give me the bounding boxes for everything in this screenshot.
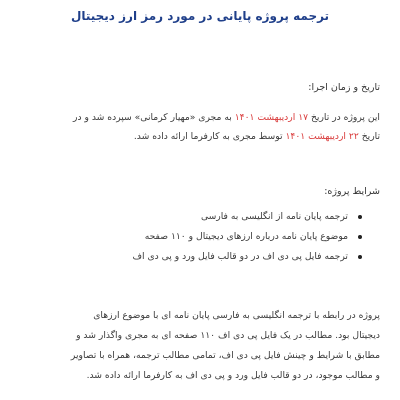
summary-line: مطابق با شرایط و چینش فایل پی دی اف، تمامی مطالب ترجمه، همراه با تصاویر — [70, 350, 380, 361]
condition-text: ترجمه فایل پی دی اف در دو قالب فایل ورد و پی دی اف — [132, 251, 348, 262]
end-date: ۲۲ اردیبهشت ۱۴۰۱ — [285, 131, 359, 142]
page-title: ترجمه پروژه پایانی در مورد رمز ارز دیجیتال — [70, 9, 330, 23]
summary-line: پروژه در رابطه با ترجمه انگلیسی به فارسی پایان نامه ای با موضوع ارزهای — [93, 310, 380, 321]
end-suffix: توسط مجری به کارفرما ارائه داده شد. — [133, 131, 286, 142]
start-prefix: این پروژه در تاریخ — [308, 112, 380, 123]
date-section-heading: تاریخ و زمان اجرا: — [308, 82, 380, 93]
bullet-icon — [358, 255, 362, 259]
end-prefix: تاریخ — [358, 131, 380, 142]
date-line-1 — [18, 108, 380, 127]
summary-line: و مطالب موجود، در دو قالب فایل ورد و پی دی اف به کارفرما ارائه داده شد. — [86, 370, 380, 381]
bullet-icon — [358, 215, 362, 219]
list-item — [20, 227, 362, 247]
list-item — [20, 207, 362, 227]
date-line-2 — [18, 127, 380, 146]
condition-text: ترجمه پایان نامه از انگلیسی به فارسی — [200, 211, 348, 222]
start-suffix: به مجری «مهیار کرمانی» سپرده شد و در — [73, 112, 235, 123]
date-paragraph — [18, 108, 380, 146]
conditions-heading: شرایط پروژه: — [324, 186, 380, 197]
start-date: ۱۷ اردیبهشت ۱۴۰۱ — [234, 112, 309, 123]
summary-line: دیجیتال بود. مطالب در یک فایل پی دی اف ۱۱۰ صفحه ای به مجری واگذار شد و — [76, 330, 380, 341]
bullet-icon — [358, 235, 362, 239]
summary-paragraph — [18, 306, 380, 386]
conditions-list — [20, 207, 362, 267]
list-item — [20, 247, 362, 267]
condition-text: موضوع پایان نامه درباره ارزهای دیجیتال و ۱۱۰ صفحه — [144, 231, 348, 242]
